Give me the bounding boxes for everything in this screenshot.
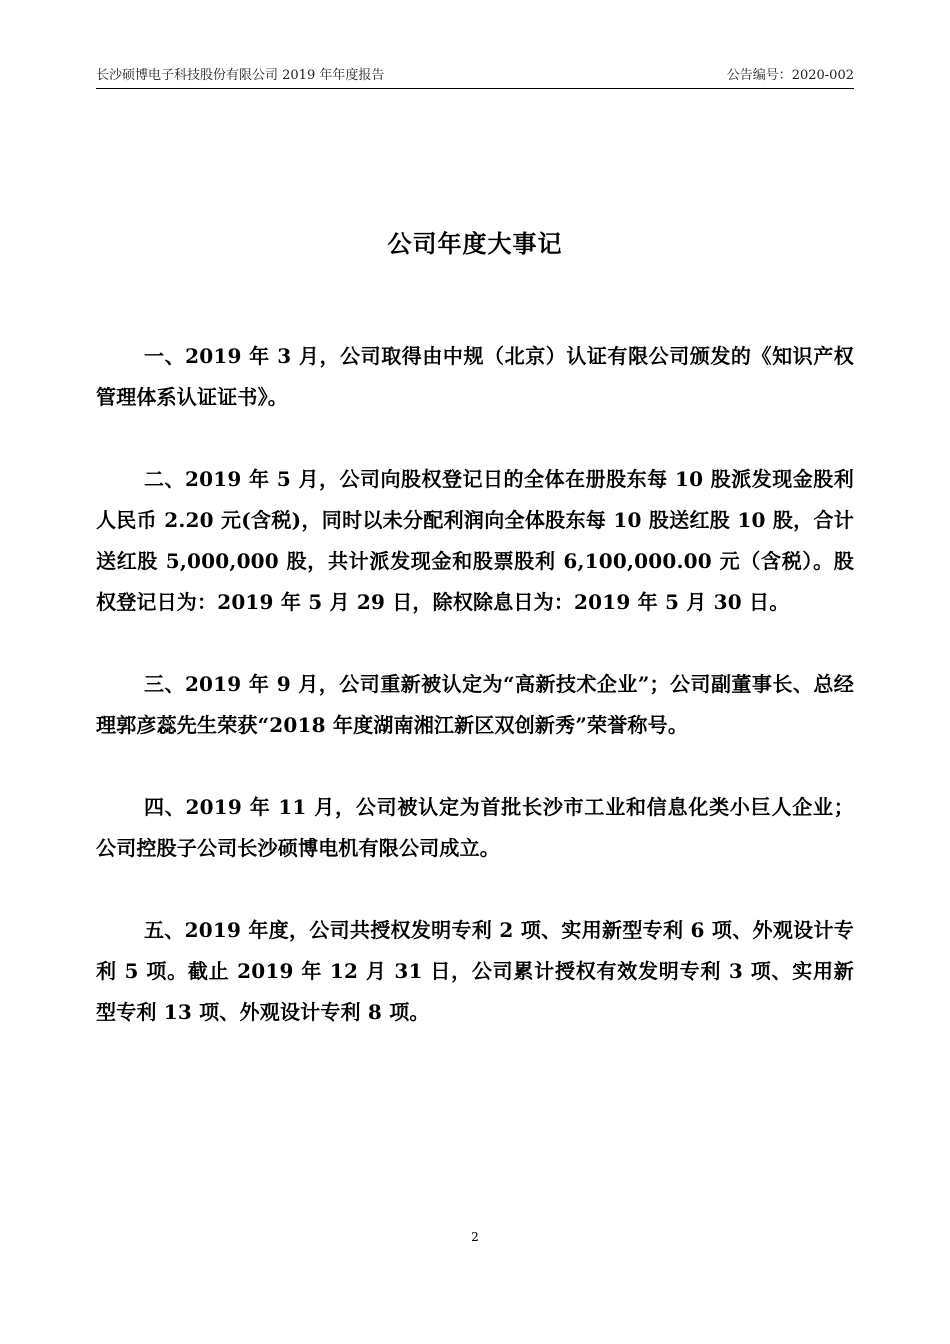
page-number: 2 bbox=[471, 1230, 479, 1244]
page-header bbox=[96, 66, 854, 89]
event-paragraph-4: 四、2019 年 11 月，公司被认定为首批长沙市工业和信息化类小巨人企业；公司控股子公司长沙硕博电机有限公司成立。 bbox=[96, 795, 854, 860]
header-company-report: 长沙硕博电子科技股份有限公司 2019 年年度报告 bbox=[96, 68, 385, 83]
event-paragraph-1: 一、2019 年 3 月，公司取得由中规（北京）认证有限公司颁发的《知识产权管理体系认证证书》。 bbox=[96, 344, 854, 409]
event-paragraph-3: 三、2019 年 9 月，公司重新被认定为“高新技术企业”；公司副董事长、总经理郭彦蕊先生荣获“2018 年度湖南湘江新区双创新秀”荣誉称号。 bbox=[96, 672, 854, 737]
page-title: 公司年度大事记 bbox=[387, 230, 563, 258]
event-paragraph-5: 五、2019 年度，公司共授权发明专利 2 项、实用新型专利 6 项、外观设计专利 5 项。截止 2019 年 12 月 31 日，公司累计授权有效发明专利 3 项、实用新型专利 13 项、外观设计专利 8 项。 bbox=[96, 918, 854, 1024]
event-paragraph-2: 二、2019 年 5 月，公司向股权登记日的全体在册股东每 10 股派发现金股利人民币 2.20 元(含税)，同时以未分配利润向全体股东每 10 股送红股 10 股，合计送红股 5,000,000 股，共计派发现金和股票股利 6,100,000.00 元（含税）。股权登记日为：2019 年 5 月 29 日，除权除息日为：2019 年 5 月 30 日。 bbox=[96, 467, 854, 614]
header-announcement-number: 公告编号：2020-002 bbox=[726, 68, 854, 83]
events-list bbox=[96, 336, 854, 1074]
